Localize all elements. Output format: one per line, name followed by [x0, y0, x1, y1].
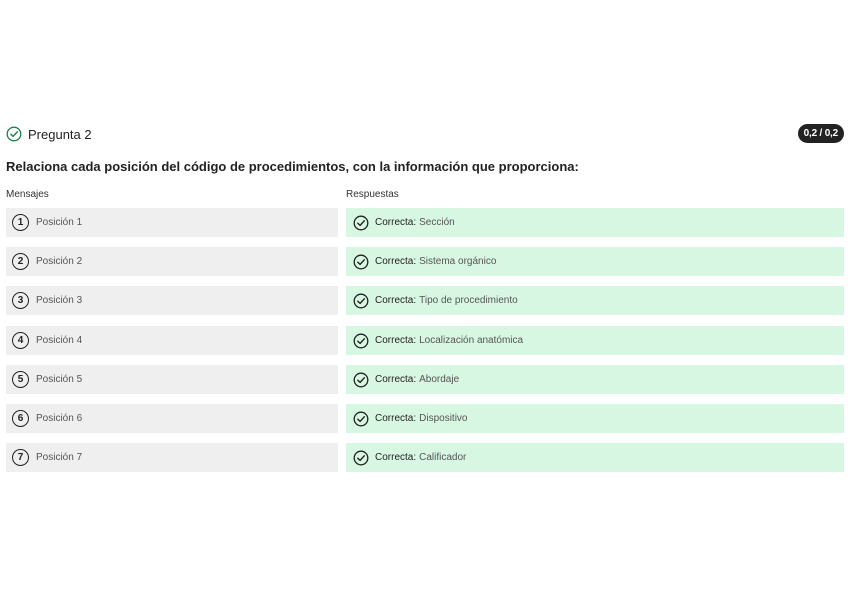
- message-label: Posición 6: [36, 413, 83, 424]
- answer-status: Correcta:: [375, 413, 417, 424]
- answer-value: Sección: [419, 217, 455, 228]
- check-circle-icon: [353, 293, 369, 309]
- check-circle-icon: [353, 450, 369, 466]
- answer-value: Localización anatómica: [419, 335, 524, 346]
- match-row: [6, 286, 844, 315]
- position-number: 4: [12, 332, 29, 349]
- answer-item: [346, 247, 844, 276]
- match-row: [6, 365, 844, 394]
- position-number: 6: [12, 410, 29, 427]
- answer-status: Correcta:: [375, 256, 417, 267]
- message-label: Posición 7: [36, 452, 83, 463]
- answer-item: [346, 365, 844, 394]
- position-number: 1: [12, 214, 29, 231]
- answer-status: Correcta:: [375, 335, 417, 346]
- message-label: Posición 5: [36, 374, 83, 385]
- answer-item: [346, 443, 844, 472]
- answer-item: [346, 326, 844, 355]
- check-circle-icon: [353, 411, 369, 427]
- answer-status: Correcta:: [375, 295, 417, 306]
- position-number: 7: [12, 449, 29, 466]
- answer-item: [346, 286, 844, 315]
- question-statement: Relaciona cada posición del código de procedimientos, con la información que proporciona:: [6, 159, 579, 174]
- check-circle-icon: [353, 215, 369, 231]
- message-item: [6, 286, 338, 315]
- match-row: [6, 443, 844, 472]
- message-item: [6, 247, 338, 276]
- message-item: [6, 326, 338, 355]
- message-item: [6, 208, 338, 237]
- position-number: 2: [12, 253, 29, 270]
- check-circle-icon: [353, 254, 369, 270]
- question-title: Pregunta 2: [28, 126, 92, 142]
- check-circle-icon: [353, 372, 369, 388]
- answer-value: Calificador: [419, 452, 467, 463]
- check-circle-icon: [6, 126, 22, 142]
- message-label: Posición 1: [36, 217, 83, 228]
- match-row: [6, 326, 844, 355]
- answer-value: Dispositivo: [419, 413, 468, 424]
- check-circle-icon: [353, 333, 369, 349]
- match-row: [6, 404, 844, 433]
- answer-value: Tipo de procedimiento: [419, 295, 518, 306]
- answer-status: Correcta:: [375, 452, 417, 463]
- answer-item: [346, 404, 844, 433]
- message-label: Posición 4: [36, 335, 83, 346]
- position-number: 5: [12, 371, 29, 388]
- score-badge: 0,2 / 0,2: [798, 124, 844, 143]
- answer-item: [346, 208, 844, 237]
- match-row: [6, 208, 844, 237]
- message-label: Posición 3: [36, 295, 83, 306]
- message-item: [6, 443, 338, 472]
- question-header: [6, 124, 844, 144]
- answer-value: Sistema orgánico: [419, 256, 497, 267]
- answer-value: Abordaje: [419, 374, 460, 385]
- message-item: [6, 365, 338, 394]
- position-number: 3: [12, 292, 29, 309]
- messages-column-header: Mensajes: [6, 189, 49, 200]
- answer-status: Correcta:: [375, 217, 417, 228]
- message-label: Posición 2: [36, 256, 83, 267]
- answer-status: Correcta:: [375, 374, 417, 385]
- message-item: [6, 404, 338, 433]
- answers-column-header: Respuestas: [346, 189, 399, 200]
- match-row: [6, 247, 844, 276]
